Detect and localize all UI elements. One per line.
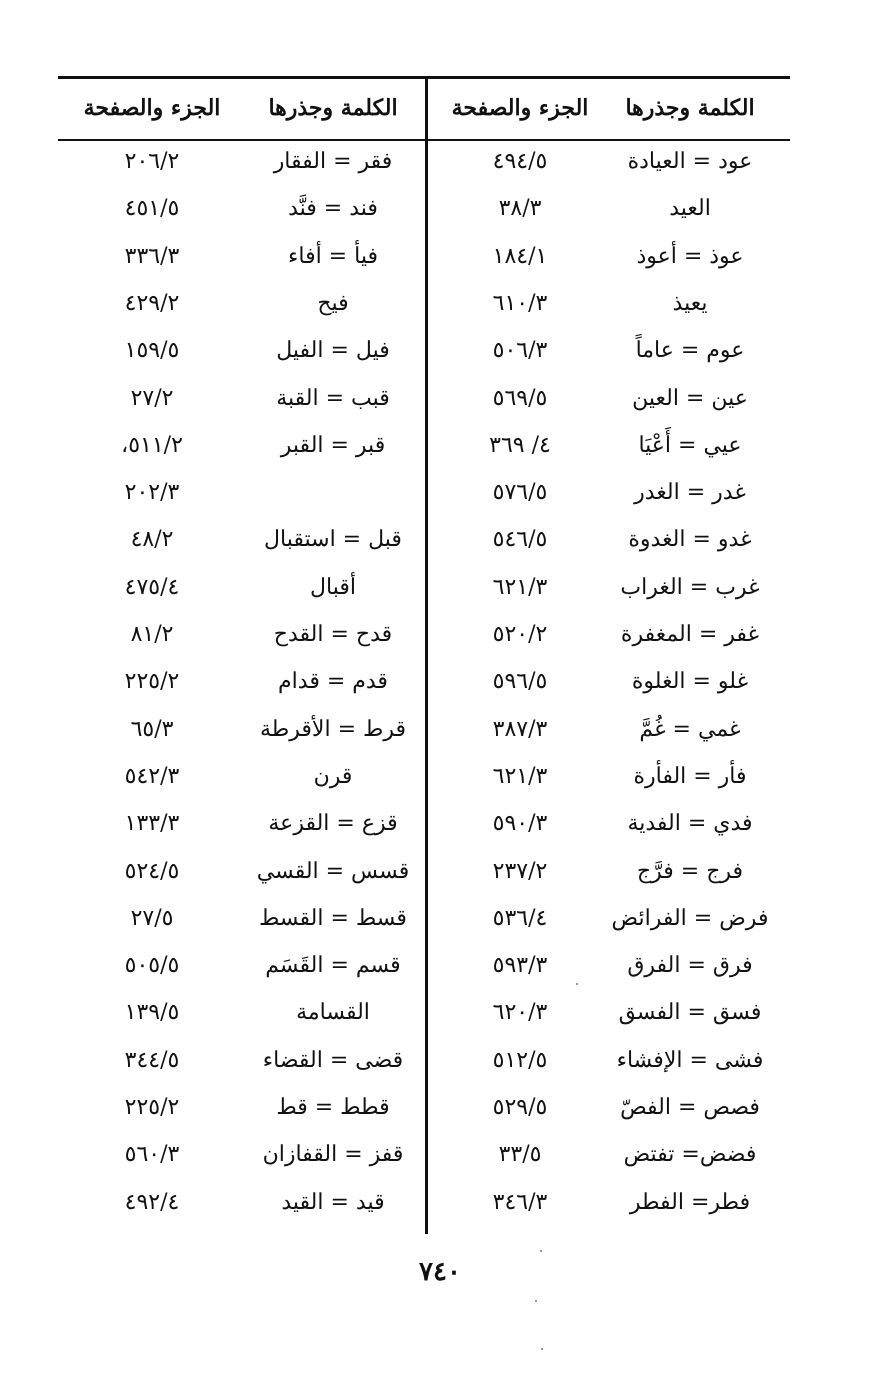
entry-reference: ٥٤٢/٣	[124, 763, 180, 789]
entry-reference: ٤٨/٢	[130, 527, 174, 553]
entry-word: فيأ = أفاء	[288, 243, 378, 269]
entry-reference: ٥٣٦/٤	[492, 905, 548, 931]
entry-word: قفز = القفازان	[262, 1142, 404, 1168]
entry-word: فرض = الفرائض	[611, 905, 769, 931]
entry-word: قرط = الأقرطة	[259, 716, 407, 742]
entry-word: غفر = المغفرة	[620, 622, 760, 647]
entry-reference: ٥٢٠/٢	[492, 622, 548, 647]
speck	[576, 983, 578, 985]
entry-word: غلو = الغلوة	[631, 669, 749, 695]
entry-word: قضى = القضاء	[262, 1047, 404, 1073]
header-word-left: الكلمة وجذرها	[268, 95, 398, 121]
entry-word: فأر = الفأرة	[633, 763, 747, 789]
entry-reference: ٢٢٥/٢	[124, 669, 180, 695]
entry-reference: ٥٢٤/٥	[124, 858, 180, 884]
header-word-right: الكلمة وجذرها	[625, 95, 755, 121]
entry-word: فضض= تفتض	[623, 1142, 757, 1168]
entry-reference: ٢٧/٢	[130, 385, 174, 411]
entry-reference: ٣٨/٣	[498, 196, 542, 222]
entry-reference: ٥٢٩/٥	[492, 1095, 548, 1120]
entry-reference: ٥٤٦/٥	[492, 527, 548, 553]
header-page-right: الجزء والصفحة	[451, 95, 589, 121]
entry-reference: ٨١/٢	[130, 622, 174, 647]
entry-reference: ٣٣٦/٣	[124, 243, 180, 269]
entry-reference: ٥٠٥/٥	[124, 953, 180, 979]
entry-reference: ٤/ ٣٦٩	[489, 432, 551, 458]
entry-reference: ٢٠٦/٢	[124, 149, 180, 174]
entry-word: قدح = القدح	[273, 622, 393, 647]
entry-reference: ٤٢٩/٢	[124, 290, 180, 316]
entry-word: عود = العيادة	[627, 149, 753, 174]
entry-reference: ٢٢٥/٢	[124, 1095, 180, 1120]
entry-reference: ٥١٢/٥	[492, 1047, 548, 1073]
entry-word: العيد	[669, 196, 711, 222]
speck	[535, 1300, 537, 1302]
entry-reference: ٥٧٦/٥	[492, 480, 548, 506]
entry-word: قسس = القسي	[256, 858, 410, 884]
entry-reference: ١٣٣/٣	[124, 811, 180, 837]
speck	[541, 1348, 543, 1350]
entry-word: عيي = أَعْيَا	[638, 432, 742, 458]
entry-word: فند = فنَّد	[288, 196, 378, 222]
entry-word: قيد = القيد	[281, 1189, 385, 1215]
entry-reference: ٥٩٣/٣	[492, 953, 548, 979]
entry-reference: ٣٤٤/٥	[124, 1047, 180, 1073]
entry-word: أقبال	[310, 574, 356, 600]
entry-reference: ١٥٩/٥	[124, 338, 180, 364]
entry-word: القسامة	[296, 1000, 370, 1026]
entry-reference: ٢٠٢/٣	[124, 480, 180, 506]
entry-word: فطر= الفطر	[629, 1189, 751, 1215]
entry-word: قبر = القبر	[280, 432, 386, 458]
entry-word: قبب = القبة	[276, 385, 390, 411]
entry-reference: ٦٥/٣	[130, 716, 174, 742]
entry-word: فدي = الفدية	[627, 811, 753, 837]
entry-reference: ٤٧٥/٤	[124, 574, 180, 600]
entry-word: فرج = فرَّج	[636, 858, 744, 884]
entry-reference: ٥١١/٢،	[121, 432, 183, 458]
entry-word: فسق = الفسق	[618, 1000, 762, 1026]
entry-reference: ٦٢١/٣	[492, 574, 548, 600]
entry-reference: ٥٦٩/٥	[492, 385, 548, 411]
entry-word: قدم = قدام	[278, 669, 388, 695]
entry-word: غدو = الغدوة	[628, 527, 752, 553]
entry-word: فصص = الفصّ	[620, 1095, 760, 1120]
entry-reference: ٤٥١/٥	[124, 196, 180, 222]
entry-word: قسط = القسط	[259, 905, 407, 931]
entry-reference: ٣٣/٥	[498, 1142, 542, 1168]
entry-reference: ٢٧/٥	[130, 905, 174, 931]
entry-word: غمي = غُمَّ	[639, 716, 741, 742]
entry-word: قزع = القزعة	[268, 811, 398, 837]
entry-word: غدر = الغدر	[634, 480, 746, 506]
entry-reference: ٢٣٧/٢	[492, 858, 548, 884]
entry-reference: ٦٢١/٣	[492, 763, 548, 789]
entry-reference: ١٨٤/١	[492, 243, 548, 269]
entry-reference: ٤٩٤/٥	[492, 149, 548, 174]
entry-word: قسم = القَسَم	[265, 953, 401, 979]
entry-word	[233, 469, 433, 517]
entry-reference: ٦١٠/٣	[492, 290, 548, 316]
entry-word: عوم = عاماً	[635, 338, 745, 364]
entry-word: عوذ = أعوذ	[636, 243, 744, 269]
entry-word: فيل = الفيل	[276, 338, 390, 364]
entry-word: قرن	[313, 763, 353, 789]
entry-word: غرب = الغراب	[620, 574, 760, 600]
entry-reference: ٣٤٦/٣	[492, 1189, 548, 1215]
entry-reference: ٣٨٧/٣	[492, 716, 548, 742]
entry-reference: ٤٩٢/٤	[124, 1189, 180, 1215]
entry-reference: ٥٠٦/٣	[492, 338, 548, 364]
entry-word: قبل = استقبال	[264, 527, 402, 553]
entry-word: فيح	[317, 290, 349, 316]
entry-reference: ١٣٩/٥	[124, 1000, 180, 1026]
entry-word: عين = العين	[632, 385, 748, 411]
entry-reference: ٥٩٦/٥	[492, 669, 548, 695]
entry-word: قطط = قط	[276, 1095, 390, 1120]
entry-reference: ٥٩٠/٣	[492, 811, 548, 837]
entry-reference: ٦٢٠/٣	[492, 1000, 548, 1026]
entry-word: فشى = الإفشاء	[616, 1047, 764, 1073]
header-page-left: الجزء والصفحة	[83, 95, 221, 121]
page-number: ٧٤٠	[419, 1257, 461, 1287]
entry-word: يعيذ	[672, 290, 708, 316]
entry-word: فرق = الفرق	[627, 953, 753, 979]
entry-word: فقر = الفقار	[273, 149, 393, 174]
entry-reference: ٥٦٠/٣	[124, 1142, 180, 1168]
speck	[540, 1250, 542, 1252]
